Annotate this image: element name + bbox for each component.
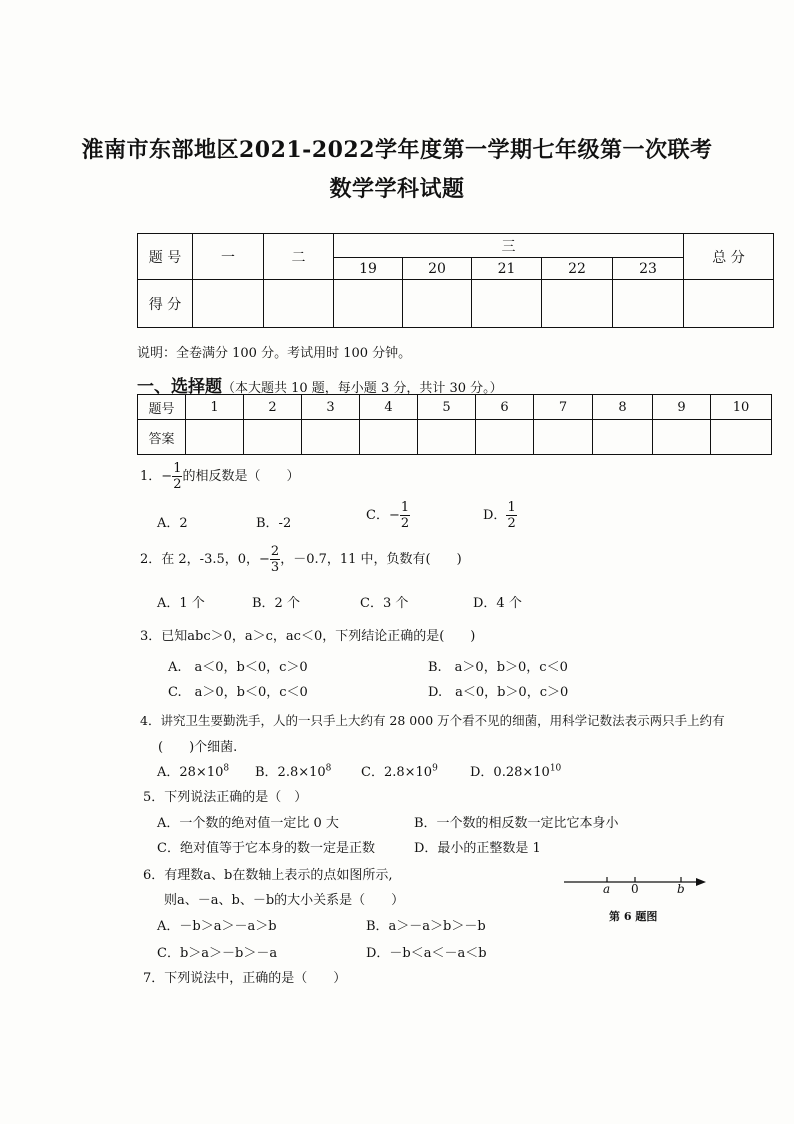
q5-option-c: C．绝对值等于它本身的数一定是正数 — [157, 841, 375, 856]
question-1-stem — [140, 462, 299, 491]
q3-option-b: B. a＞0，b＞0，c＜0 — [428, 660, 568, 675]
answer-number: 6 — [476, 395, 534, 420]
score-subcol: 20 — [403, 258, 472, 280]
answer-table — [137, 394, 772, 455]
answer-number: 7 — [534, 395, 593, 420]
q6-option-a: A．－b＞a＞－a＞b — [157, 919, 277, 934]
answer-number: 1 — [186, 395, 244, 420]
q3-option-d: D. a＜0，b＞0，c＞0 — [428, 685, 569, 700]
answer-cell[interactable] — [360, 420, 418, 455]
score-total-label: 总 分 — [684, 234, 774, 280]
q2-fraction: $\frac{2}{3}$ — [270, 544, 280, 575]
question-4-stem-2: ( )个细菌. — [158, 740, 238, 755]
score-row2-label: 得 分 — [138, 280, 193, 328]
q4-option-b: B．$2.8\times 10^8$ — [255, 763, 332, 780]
score-col-1: 一 — [193, 234, 264, 280]
answer-number: 10 — [711, 395, 772, 420]
answer-cell[interactable] — [534, 420, 593, 455]
q6-option-b: B．a＞－a＞b＞－b — [366, 919, 486, 934]
q6-option-d: D．－b＜a＜－a＜b — [366, 946, 487, 961]
q1-number: 1． — [140, 469, 162, 484]
exam-note: 说明：全卷满分 100 分。考试用时 100 分钟。 — [137, 346, 412, 361]
question-3-stem: 3．已知abc＞0，a＞c，ac＜0，下列结论正确的是( ) — [140, 629, 476, 644]
q4-option-d: D．$0.28\times 10^{10}$ — [470, 763, 562, 780]
section-1-desc: （本大题共 10 题，每小题 3 分，共计 30 分。） — [222, 381, 503, 396]
score-subcol: 22 — [542, 258, 613, 280]
answer-cell[interactable] — [593, 420, 653, 455]
q6-number-line-figure — [560, 868, 710, 928]
answer-row2-label: 答案 — [138, 420, 186, 455]
q6-option-c: C．b＞a＞－b＞－a — [157, 946, 278, 961]
score-cell[interactable] — [472, 280, 542, 328]
q2-option-d: D．4 个 — [473, 596, 522, 611]
q5-option-b: B．一个数的相反数一定比它本身小 — [414, 816, 619, 831]
score-cell[interactable] — [613, 280, 684, 328]
answer-cell[interactable] — [476, 420, 534, 455]
title-line1: 淮南市东部地区2021-2022学年度第一学期七年级第一次联考 — [81, 137, 713, 163]
score-cell[interactable] — [334, 280, 403, 328]
q2-option-b: B．2 个 — [252, 596, 300, 611]
answer-number: 4 — [360, 395, 418, 420]
answer-cell[interactable] — [244, 420, 302, 455]
question-6-stem-1: 6．有理数a、b在数轴上表示的点如图所示, — [143, 868, 393, 883]
answer-number: 2 — [244, 395, 302, 420]
q1-neg: − — [161, 469, 173, 484]
score-col-3-header: 三 — [334, 234, 684, 258]
q5-option-a: A．一个数的绝对值一定比 0 大 — [157, 816, 339, 831]
q1-option-c: C．− $\frac{1}{2}$ — [366, 500, 410, 531]
score-cell[interactable] — [542, 280, 613, 328]
q4-option-a: A．$28\times 10^8$ — [157, 763, 230, 780]
answer-cell[interactable] — [653, 420, 711, 455]
score-cell[interactable] — [684, 280, 774, 328]
q4-option-c: C．$2.8\times 10^9$ — [361, 763, 438, 780]
score-subcol: 23 — [613, 258, 684, 280]
label-a: a — [603, 882, 611, 896]
answer-number: 8 — [593, 395, 653, 420]
score-cell[interactable] — [264, 280, 334, 328]
figure-caption: 第 6 题图 — [609, 910, 658, 923]
q2-option-c: C．3 个 — [360, 596, 409, 611]
label-zero: 0 — [631, 882, 639, 896]
score-table — [137, 233, 774, 328]
q1-text: 的相反数是（ ） — [182, 469, 300, 484]
score-subcol: 21 — [472, 258, 542, 280]
score-cell[interactable] — [193, 280, 264, 328]
answer-cell[interactable] — [302, 420, 360, 455]
score-col-2: 二 — [264, 234, 334, 280]
label-b: b — [677, 882, 685, 896]
question-2-stem: 2．在 2，-3.5，0，− $\frac{2}{3}$ ，－0.7，11 中，负数有( ) — [140, 544, 462, 575]
q2-option-a: A．1 个 — [157, 596, 205, 611]
q1-fraction: $\frac{1}{2}$ — [173, 461, 182, 492]
answer-number: 3 — [302, 395, 360, 420]
answer-cell[interactable] — [711, 420, 772, 455]
answer-number: 5 — [418, 395, 476, 420]
q1-option-b: B．-2 — [256, 516, 292, 531]
q3-option-a: A. a＜0，b＜0，c＞0 — [168, 660, 308, 675]
score-row-label: 题 号 — [138, 234, 193, 280]
question-6-stem-2: 则a、－a、b、－b的大小关系是（ ） — [164, 893, 405, 908]
q1-option-a: A．2 — [157, 516, 188, 531]
q1-option-d: D． $\frac{1}{2}$ — [483, 500, 516, 531]
q3-option-c: C. a＞0，b＜0，c＜0 — [168, 685, 308, 700]
question-5-stem: 5．下列说法正确的是（ ） — [143, 790, 308, 805]
q5-option-d: D．最小的正整数是 1 — [414, 841, 541, 856]
section-1-title: 一、选择题 — [137, 377, 222, 397]
answer-number: 9 — [653, 395, 711, 420]
question-4-stem-1: 4．讲究卫生要勤洗手，人的一只手上大约有 28 000 万个看不见的细菌，用科学记数法表示两只手上约有 — [140, 713, 725, 728]
answer-row-label: 题号 — [138, 395, 186, 420]
score-subcol: 19 — [334, 258, 403, 280]
answer-cell[interactable] — [186, 420, 244, 455]
title-line2: 数学学科试题 — [329, 176, 465, 202]
question-7-stem: 7．下列说法中，正确的是（ ） — [143, 971, 347, 986]
score-cell[interactable] — [403, 280, 472, 328]
number-line-arrow-icon — [696, 878, 706, 886]
answer-cell[interactable] — [418, 420, 476, 455]
